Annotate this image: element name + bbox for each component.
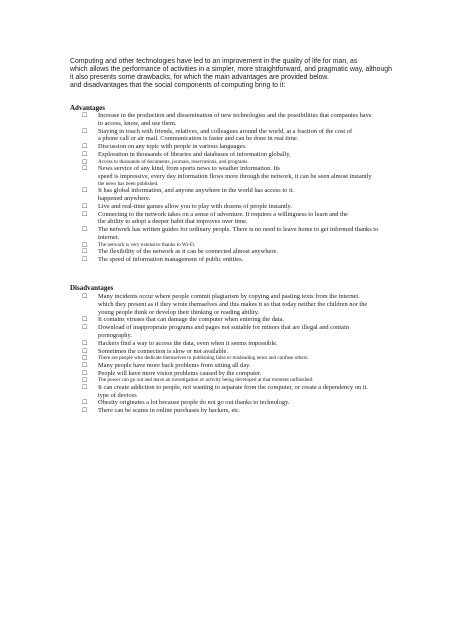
checkbox-bullet-icon: ☐ (82, 210, 88, 218)
list-item (70, 203, 450, 211)
checkbox-bullet-icon: ☐ (82, 339, 88, 347)
checkbox-bullet-icon: ☐ (82, 407, 88, 415)
list-item-text: to access, know, and use them. (98, 119, 177, 127)
list-item (70, 324, 450, 340)
list-item-text: The speed of information management of public entities. (98, 255, 244, 263)
checkbox-bullet-icon: ☐ (82, 316, 88, 324)
advantages-heading: Advantages (70, 104, 106, 112)
list-item-text: young people think or develop their thinking or reading ability. (98, 308, 260, 316)
list-item-text: pornography. (98, 331, 132, 339)
list-item-text: The network has written guides for ordinary people. There is no need to leave home to get informed thanks to (98, 226, 379, 234)
list-item-text: It can create addiction to people, not wanting to separate from the computer, or create a dependency on it. (98, 383, 368, 391)
checkbox-bullet-icon: ☐ (82, 355, 88, 363)
checkbox-bullet-icon: ☐ (82, 143, 88, 151)
list-item-text: News service of any kind, from sports news to weather information. Its (98, 165, 280, 173)
disadvantages-list (70, 293, 450, 415)
list-item-text: It contains viruses that can damage the computer when entering the data. (98, 316, 284, 324)
list-item-text: Download of inappropriate programs and pages not suitable for minors that are illegal and contain (98, 324, 349, 332)
list-item-text: Increase in the production and dissemination of new technologies and the possibilities that companies have (98, 112, 372, 119)
checkbox-bullet-icon: ☐ (82, 361, 88, 369)
advantages-list (70, 112, 450, 264)
list-item (70, 362, 450, 370)
checkbox-bullet-icon: ☐ (82, 187, 88, 195)
list-item-text: a phone call or air mail. Communication is faster and can be done in real time. (98, 135, 299, 143)
checkbox-bullet-icon: ☐ (82, 255, 88, 263)
intro-line: Computing and other technologies have led to an improvement in the quality of life for man, as (70, 58, 358, 65)
list-item-text: Many incidents occur where people commit plagiarism by copying and pasting texts from the internet. (98, 293, 360, 300)
checkbox-bullet-icon: ☐ (82, 127, 88, 135)
checkbox-bullet-icon: ☐ (82, 226, 88, 234)
list-item-text: type of devices (98, 391, 137, 399)
list-item-text: happened anywhere. (98, 194, 151, 202)
list-item-text: The flexibility of the network as it can be connected almost anywhere. (98, 248, 278, 256)
list-item-text: Discussion on any topic with people in various languages. (98, 143, 247, 151)
list-item-text: The power can go out and leave an investigation or activity being developed at that moment unfinished. (98, 377, 314, 384)
checkbox-bullet-icon: ☐ (82, 202, 88, 210)
checkbox-bullet-icon: ☐ (82, 347, 88, 355)
list-item-text: Access to thousands of documents, journals, reservations, and programs. (98, 158, 249, 165)
checkbox-bullet-icon: ☐ (82, 383, 88, 391)
list-item-text: speed is impressive, every day information flows more through the network, it can be seen almost instantly (98, 172, 372, 180)
list-item (70, 293, 450, 316)
list-item (70, 399, 450, 407)
intro-paragraph (70, 58, 410, 90)
checkbox-bullet-icon: ☐ (82, 377, 88, 385)
list-item (70, 256, 450, 264)
list-item (70, 384, 450, 400)
list-item-text: the news has been published. (98, 180, 159, 187)
list-item (70, 151, 450, 159)
list-item (70, 407, 450, 415)
list-item (70, 226, 450, 242)
list-item-text: Staying in touch with friends, relatives, and colleagues around the world, at a fraction of the cost of (98, 127, 353, 135)
checkbox-bullet-icon: ☐ (82, 158, 88, 166)
list-item-text: The network is very extensive thanks to Wi-Fi. (98, 241, 196, 248)
list-item (70, 316, 450, 324)
list-item (70, 112, 450, 128)
intro-line: it also presents some drawbacks, for which the main advantages are provided below. (70, 74, 329, 82)
list-item-text: Connecting to the network takes on a sense of adventure. It requires a willingness to learn and the (98, 210, 348, 218)
list-item (70, 211, 450, 227)
list-item-text: There can be scams in online purchases by hackers, etc. (98, 407, 241, 415)
list-item-text: Exploration in thousands of libraries and databases of information globally, (98, 150, 291, 158)
list-item (70, 187, 450, 203)
checkbox-bullet-icon: ☐ (82, 150, 88, 158)
disadvantages-heading: Disadvantages (70, 284, 114, 292)
list-item (70, 248, 450, 256)
intro-line: which allows the performance of activities in a simpler, more straightforward, and pragmatic way, although (70, 66, 392, 74)
list-item-text: Many people have more back problems from sitting all day. (98, 361, 251, 369)
list-item-text: Hackers find a way to access the data, even when it seems impossible. (98, 339, 278, 347)
checkbox-bullet-icon: ☐ (82, 324, 88, 332)
intro-line: and disadvantages that the social components of computing bring to it: (70, 82, 286, 90)
list-item-text: internet. (98, 233, 120, 241)
checkbox-bullet-icon: ☐ (82, 369, 88, 377)
checkbox-bullet-icon: ☐ (82, 112, 88, 119)
list-item-text: the ability to adopt a deeper habit that improves over time. (98, 218, 248, 226)
checkbox-bullet-icon: ☐ (82, 248, 88, 256)
list-item-text: Live and real-time games allow you to play with dozens of people instantly. (98, 202, 292, 210)
checkbox-bullet-icon: ☐ (82, 165, 88, 173)
list-item-text: which they present as if they wrote themselves and this makes it so that today neither the children nor the (98, 300, 368, 308)
checkbox-bullet-icon: ☐ (82, 241, 88, 249)
list-item (70, 340, 450, 348)
list-item (70, 165, 450, 187)
checkbox-bullet-icon: ☐ (82, 399, 88, 407)
list-item-text: Sometimes the connection is slow or not available. (98, 347, 228, 355)
list-item (70, 128, 450, 144)
list-item (70, 143, 450, 151)
checkbox-bullet-icon: ☐ (82, 293, 88, 300)
list-item-text: People will have more vision problems caused by the computer. (98, 369, 262, 377)
list-item-text: It has global information, and anyone anywhere in the world has access to it. (98, 187, 295, 195)
list-item-text: There are people who dedicate themselves to publishing false or misleading news and confuse others. (98, 355, 309, 362)
list-item-text: Obesity originates a lot because people do not go out thanks to technology. (98, 399, 290, 407)
